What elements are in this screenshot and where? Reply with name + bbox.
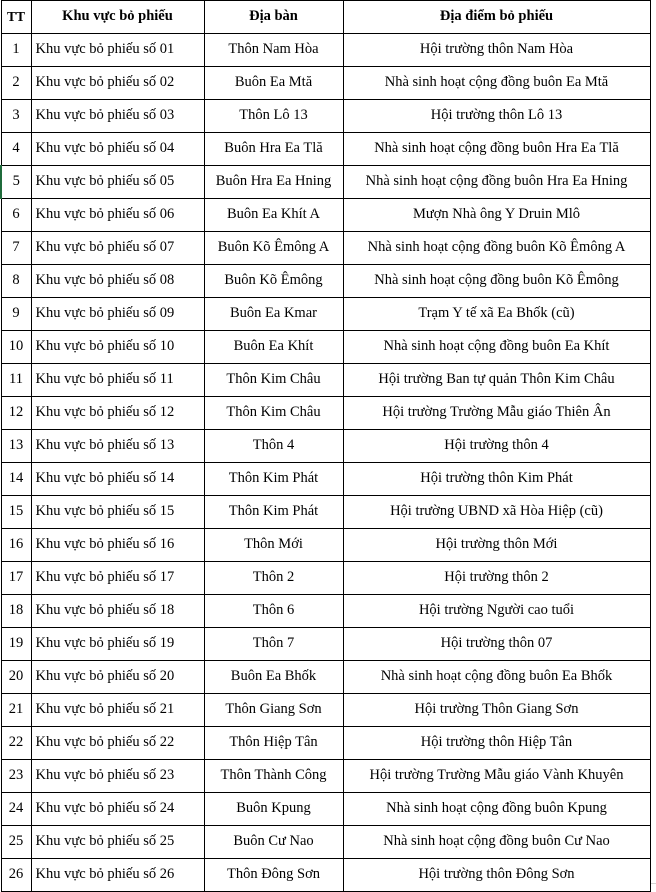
cell-dia-diem[interactable]: Hội trường thôn 4 (343, 430, 650, 463)
cell-dia-diem[interactable]: Hội trường thôn Kim Phát (343, 463, 650, 496)
cell-stt[interactable]: 12 (1, 397, 31, 430)
cell-khu-vuc[interactable]: Khu vực bỏ phiếu số 26 (31, 859, 204, 892)
cell-dia-ban[interactable]: Thôn Mới (204, 529, 343, 562)
cell-stt[interactable]: 20 (1, 661, 31, 694)
cell-khu-vuc[interactable]: Khu vực bỏ phiếu số 04 (31, 133, 204, 166)
cell-dia-diem[interactable]: Hội trường thôn Nam Hòa (343, 34, 650, 67)
cell-dia-ban[interactable]: Thôn 2 (204, 562, 343, 595)
table-row[interactable] (1, 166, 650, 199)
cell-khu-vuc[interactable]: Khu vực bỏ phiếu số 23 (31, 760, 204, 793)
cell-dia-diem[interactable]: Nhà sinh hoạt cộng đồng buôn Hra Ea Tlă (343, 133, 650, 166)
cell-khu-vuc[interactable]: Khu vực bỏ phiếu số 24 (31, 793, 204, 826)
table-row[interactable] (1, 133, 650, 166)
cell-dia-diem[interactable]: Hội trường thôn 2 (343, 562, 650, 595)
table-row[interactable] (1, 430, 650, 463)
cell-khu-vuc[interactable]: Khu vực bỏ phiếu số 22 (31, 727, 204, 760)
table-row[interactable] (1, 397, 650, 430)
cell-dia-diem[interactable]: Hội trường thôn 07 (343, 628, 650, 661)
cell-stt[interactable]: 18 (1, 595, 31, 628)
cell-dia-ban[interactable]: Thôn Kim Phát (204, 496, 343, 529)
cell-dia-diem[interactable]: Hội trường UBND xã Hòa Hiệp (cũ) (343, 496, 650, 529)
cell-stt[interactable]: 8 (1, 265, 31, 298)
cell-stt[interactable]: 14 (1, 463, 31, 496)
cell-dia-diem[interactable]: Nhà sinh hoạt cộng đồng buôn Hra Ea Hning (343, 166, 650, 199)
cell-khu-vuc[interactable]: Khu vực bỏ phiếu số 02 (31, 67, 204, 100)
cell-dia-ban[interactable]: Thôn Đông Sơn (204, 859, 343, 892)
cell-stt[interactable]: 17 (1, 562, 31, 595)
table-row[interactable] (1, 859, 650, 892)
table-row[interactable] (1, 199, 650, 232)
cell-stt[interactable]: 11 (1, 364, 31, 397)
table-row[interactable] (1, 826, 650, 859)
table-row[interactable] (1, 496, 650, 529)
cell-dia-diem[interactable]: Hội trường thôn Hiệp Tân (343, 727, 650, 760)
cell-dia-diem[interactable]: Hội trường thôn Lô 13 (343, 100, 650, 133)
cell-stt[interactable]: 5 (1, 166, 31, 199)
header-row (1, 1, 650, 34)
cell-dia-diem[interactable]: Nhà sinh hoạt cộng đồng buôn Ea Mtă (343, 67, 650, 100)
cell-stt[interactable]: 6 (1, 199, 31, 232)
cell-dia-ban[interactable]: Buôn Ea Mtă (204, 67, 343, 100)
cell-khu-vuc[interactable]: Khu vực bỏ phiếu số 08 (31, 265, 204, 298)
table-row[interactable] (1, 562, 650, 595)
cell-dia-ban[interactable]: Thôn Thành Công (204, 760, 343, 793)
cell-khu-vuc[interactable]: Khu vực bỏ phiếu số 14 (31, 463, 204, 496)
table-row[interactable] (1, 100, 650, 133)
cell-dia-diem[interactable]: Mượn Nhà ông Y Druin Mlô (343, 199, 650, 232)
cell-dia-diem[interactable]: Hội trường Ban tự quản Thôn Kim Châu (343, 364, 650, 397)
table-row[interactable] (1, 727, 650, 760)
cell-dia-diem[interactable]: Hội trường Thôn Giang Sơn (343, 694, 650, 727)
cell-dia-ban[interactable]: Thôn Giang Sơn (204, 694, 343, 727)
cell-dia-ban[interactable]: Thôn 4 (204, 430, 343, 463)
cell-dia-diem[interactable]: Hội trường Trường Mẫu giáo Vành Khuyên (343, 760, 650, 793)
table-row[interactable] (1, 760, 650, 793)
cell-khu-vuc[interactable]: Khu vực bỏ phiếu số 09 (31, 298, 204, 331)
table-row[interactable] (1, 793, 650, 826)
cell-dia-ban[interactable]: Thôn Hiệp Tân (204, 727, 343, 760)
cell-khu-vuc[interactable]: Khu vực bỏ phiếu số 07 (31, 232, 204, 265)
cell-dia-ban[interactable]: Thôn Lô 13 (204, 100, 343, 133)
cell-dia-diem[interactable]: Nhà sinh hoạt cộng đồng buôn Cư Nao (343, 826, 650, 859)
cell-khu-vuc[interactable]: Khu vực bỏ phiếu số 06 (31, 199, 204, 232)
table-row[interactable] (1, 265, 650, 298)
cell-khu-vuc[interactable]: Khu vực bỏ phiếu số 01 (31, 34, 204, 67)
table-header (1, 1, 650, 34)
cell-dia-diem[interactable]: Nhà sinh hoạt cộng đồng buôn Kõ Êmông A (343, 232, 650, 265)
cell-stt[interactable]: 26 (1, 859, 31, 892)
cell-khu-vuc[interactable]: Khu vực bỏ phiếu số 20 (31, 661, 204, 694)
cell-dia-ban[interactable]: Thôn Kim Phát (204, 463, 343, 496)
cell-dia-diem[interactable]: Trạm Y tế xã Ea Bhốk (cũ) (343, 298, 650, 331)
cell-dia-ban[interactable]: Thôn Nam Hòa (204, 34, 343, 67)
cell-khu-vuc[interactable]: Khu vực bỏ phiếu số 10 (31, 331, 204, 364)
table-row[interactable] (1, 67, 650, 100)
cell-dia-ban[interactable]: Buôn Hra Ea Hning (204, 166, 343, 199)
cell-khu-vuc[interactable]: Khu vực bỏ phiếu số 15 (31, 496, 204, 529)
cell-stt[interactable]: 10 (1, 331, 31, 364)
table-row[interactable] (1, 364, 650, 397)
table-row[interactable] (1, 298, 650, 331)
cell-dia-ban[interactable]: Buôn Ea Khít A (204, 199, 343, 232)
cell-stt[interactable]: 21 (1, 694, 31, 727)
cell-khu-vuc[interactable]: Khu vực bỏ phiếu số 05 (31, 166, 204, 199)
cell-khu-vuc[interactable]: Khu vực bỏ phiếu số 18 (31, 595, 204, 628)
cell-khu-vuc[interactable]: Khu vực bỏ phiếu số 25 (31, 826, 204, 859)
table-row[interactable] (1, 694, 650, 727)
cell-khu-vuc[interactable]: Khu vực bỏ phiếu số 21 (31, 694, 204, 727)
cell-dia-ban[interactable]: Buôn Ea Bhốk (204, 661, 343, 694)
column-header-dia-diem: Địa điểm bỏ phiếu (343, 1, 650, 34)
table-row[interactable] (1, 34, 650, 67)
cell-dia-ban[interactable]: Thôn 7 (204, 628, 343, 661)
cell-dia-diem[interactable]: Nhà sinh hoạt cộng đồng buôn Kpung (343, 793, 650, 826)
cell-stt[interactable]: 16 (1, 529, 31, 562)
column-header-dia-ban: Địa bàn (204, 1, 343, 34)
cell-dia-diem[interactable]: Hội trường thôn Mới (343, 529, 650, 562)
cell-khu-vuc[interactable]: Khu vực bỏ phiếu số 17 (31, 562, 204, 595)
cell-dia-ban[interactable]: Buôn Ea Khít (204, 331, 343, 364)
cell-dia-ban[interactable]: Buôn Hra Ea Tlă (204, 133, 343, 166)
table-row[interactable] (1, 595, 650, 628)
table-row[interactable] (1, 529, 650, 562)
table-row[interactable] (1, 232, 650, 265)
cell-dia-diem[interactable]: Nhà sinh hoạt cộng đồng buôn Ea Khít (343, 331, 650, 364)
cell-khu-vuc[interactable]: Khu vực bỏ phiếu số 11 (31, 364, 204, 397)
cell-dia-ban[interactable]: Buôn Ea Kmar (204, 298, 343, 331)
table-row[interactable] (1, 628, 650, 661)
cell-dia-ban[interactable]: Buôn Cư Nao (204, 826, 343, 859)
table-row[interactable] (1, 661, 650, 694)
cell-khu-vuc[interactable]: Khu vực bỏ phiếu số 03 (31, 100, 204, 133)
cell-dia-ban[interactable]: Thôn 6 (204, 595, 343, 628)
cell-dia-ban[interactable]: Buôn Kpung (204, 793, 343, 826)
cell-dia-ban[interactable]: Thôn Kim Châu (204, 364, 343, 397)
cell-stt[interactable]: 13 (1, 430, 31, 463)
cell-dia-ban[interactable]: Buôn Kõ Êmông (204, 265, 343, 298)
cell-dia-ban[interactable]: Thôn Kim Châu (204, 397, 343, 430)
table-row[interactable] (1, 331, 650, 364)
cell-khu-vuc[interactable]: Khu vực bỏ phiếu số 12 (31, 397, 204, 430)
cell-stt[interactable]: 23 (1, 760, 31, 793)
cell-stt[interactable]: 19 (1, 628, 31, 661)
cell-dia-diem[interactable]: Hội trường Trường Mẫu giáo Thiên Ân (343, 397, 650, 430)
cell-stt[interactable]: 3 (1, 100, 31, 133)
cell-stt[interactable]: 4 (1, 133, 31, 166)
cell-stt[interactable]: 2 (1, 67, 31, 100)
cell-dia-diem[interactable]: Nhà sinh hoạt cộng đồng buôn Ea Bhốk (343, 661, 650, 694)
cell-khu-vuc[interactable]: Khu vực bỏ phiếu số 16 (31, 529, 204, 562)
table-row[interactable] (1, 463, 650, 496)
cell-stt[interactable]: 25 (1, 826, 31, 859)
cell-khu-vuc[interactable]: Khu vực bỏ phiếu số 19 (31, 628, 204, 661)
column-header-khu-vuc: Khu vực bỏ phiếu (31, 1, 204, 34)
cell-khu-vuc[interactable]: Khu vực bỏ phiếu số 13 (31, 430, 204, 463)
cell-dia-diem[interactable]: Hội trường thôn Đông Sơn (343, 859, 650, 892)
cell-stt[interactable]: 15 (1, 496, 31, 529)
cell-stt[interactable]: 7 (1, 232, 31, 265)
cell-dia-ban[interactable]: Buôn Kõ Êmông A (204, 232, 343, 265)
cell-stt[interactable]: 9 (1, 298, 31, 331)
table-body (1, 34, 650, 892)
cell-dia-diem[interactable]: Hội trường Người cao tuổi (343, 595, 650, 628)
column-header-tt: TT (1, 1, 31, 34)
cell-stt[interactable]: 1 (1, 34, 31, 67)
cell-stt[interactable]: 22 (1, 727, 31, 760)
cell-stt[interactable]: 24 (1, 793, 31, 826)
cell-dia-diem[interactable]: Nhà sinh hoạt cộng đồng buôn Kõ Êmông (343, 265, 650, 298)
